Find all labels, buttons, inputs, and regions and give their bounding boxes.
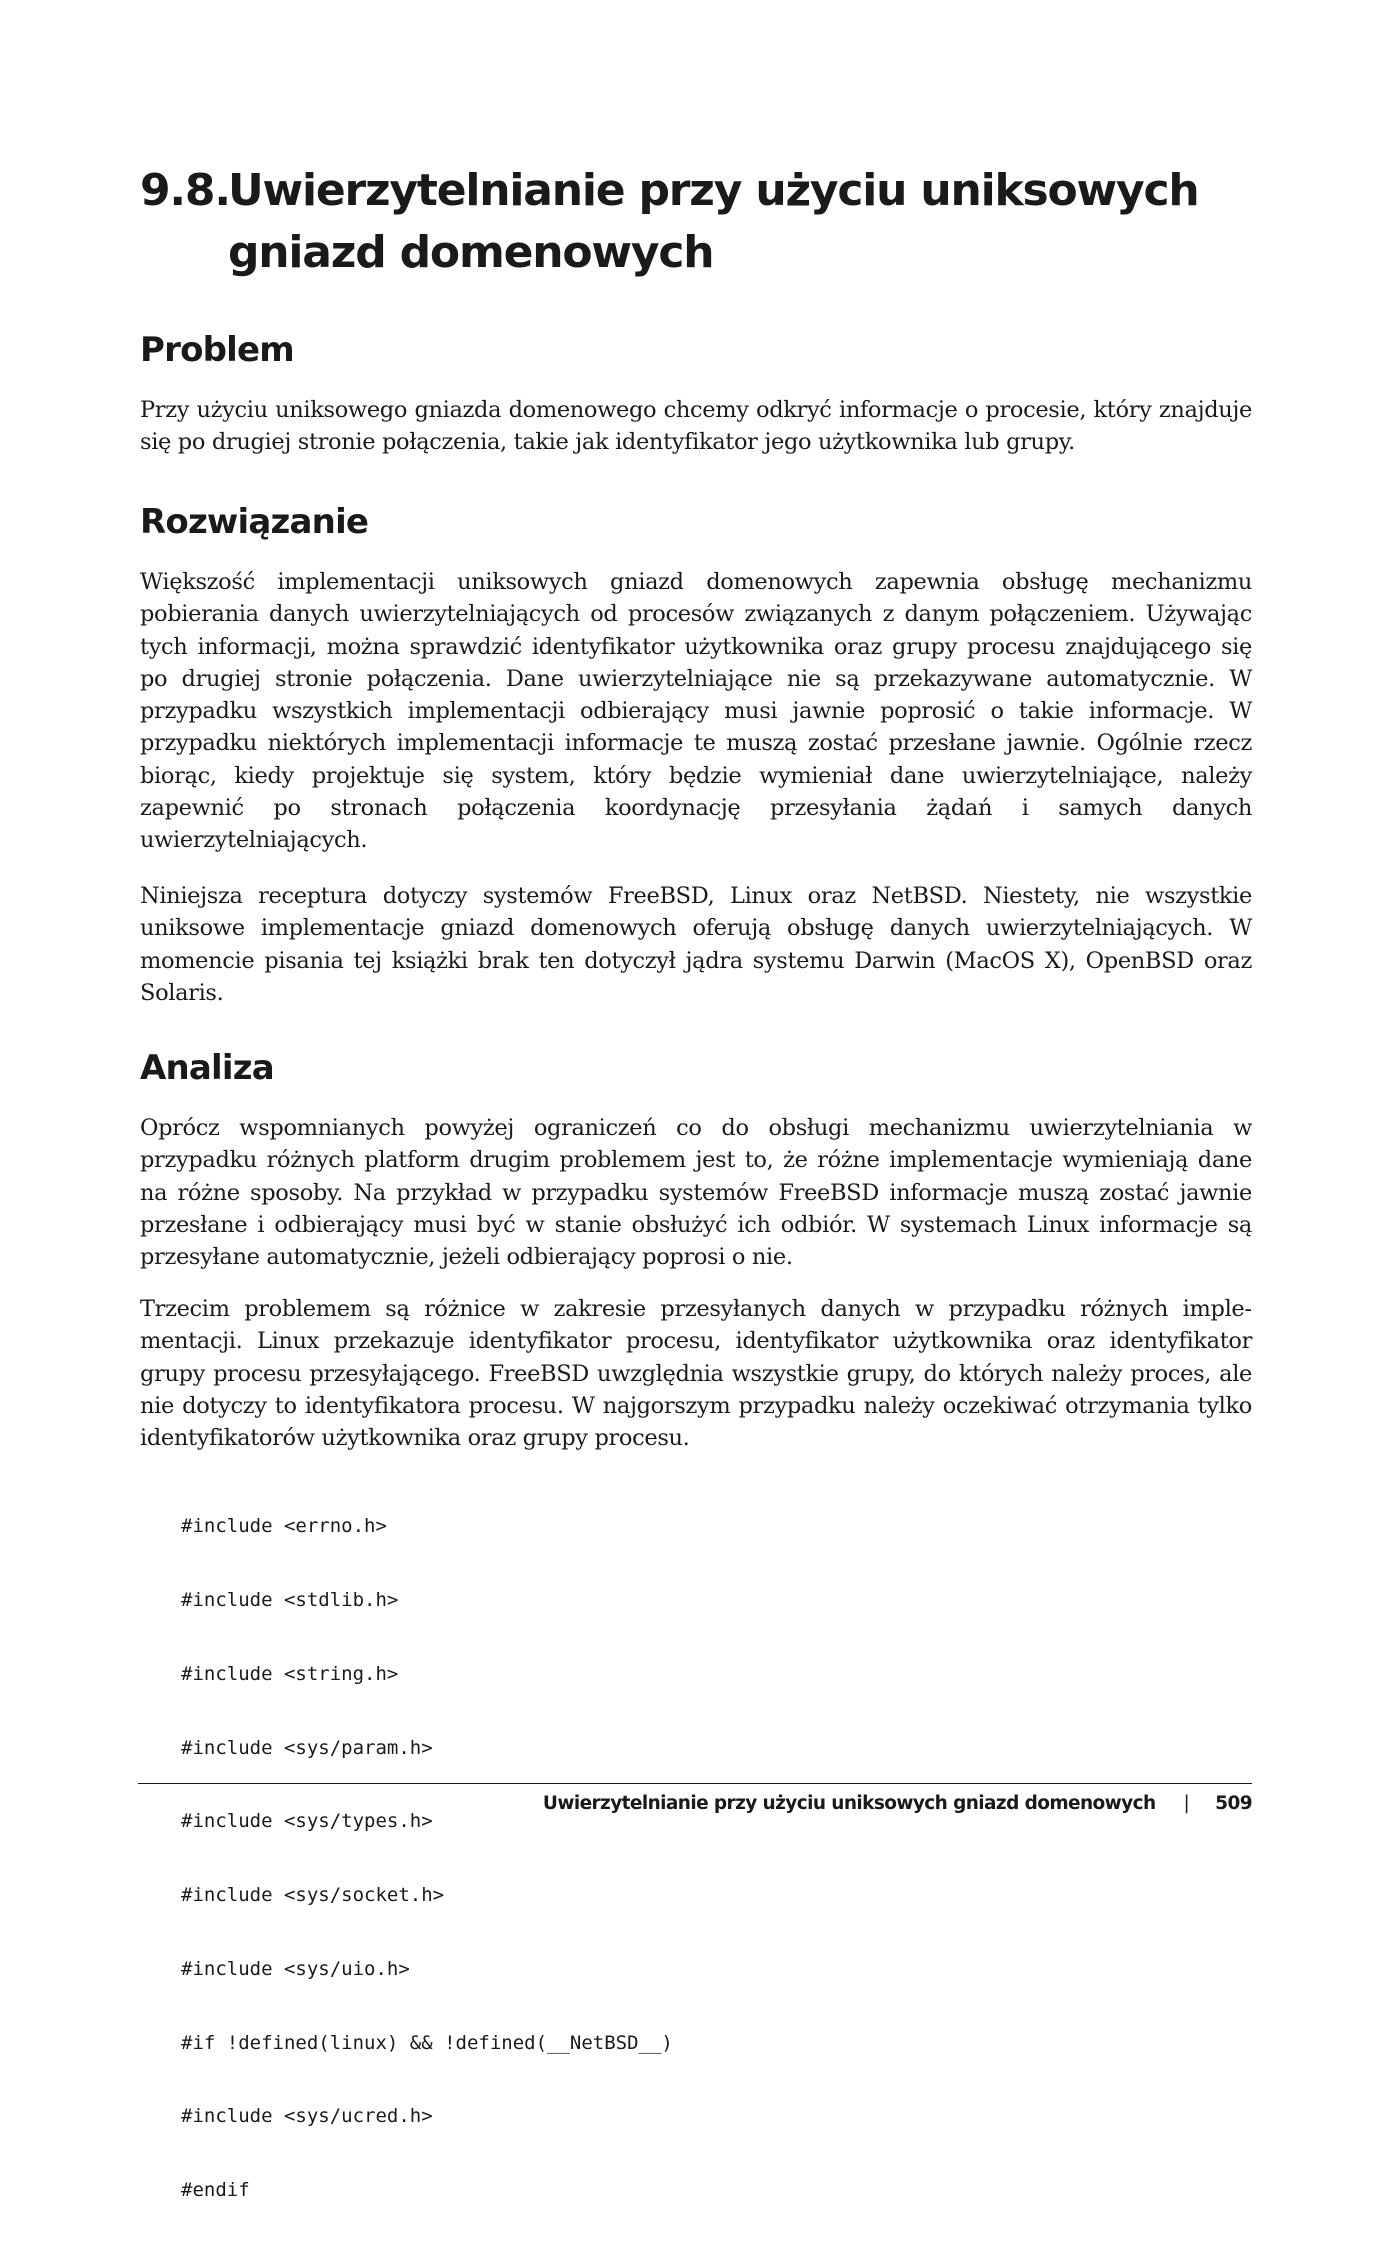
section-title-line1: Uwierzytelnianie przy użyciu uniksowych bbox=[228, 165, 1199, 216]
code-listing bbox=[181, 1465, 673, 2252]
running-title: Uwierzytelnianie przy użyciu uniksowych gniazd domenowych bbox=[542, 1793, 1156, 1814]
problem-paragraph: Przy użyciu uniksowego gniazda domenowego chcemy odkryć informacje o procesie, który znajduje się po drugiej stronie połączenia, takie jak identyfikator jego użytkownika lub grupy. bbox=[140, 397, 1252, 456]
code-line: #include <sys/socket.h> bbox=[181, 1884, 445, 1907]
analysis-heading: Analiza bbox=[140, 1048, 274, 1088]
code-line: #include <errno.h> bbox=[181, 1515, 387, 1538]
code-line: #if !defined(linux) && !defined(__NetBSD__) bbox=[181, 2031, 673, 2054]
code-line: #endif bbox=[181, 2179, 250, 2202]
footer-divider bbox=[138, 1783, 1252, 1784]
analysis-paragraph-1: Oprócz wspomnianych powyżej ograniczeń co do obsługi mechanizmu uwierzytelniania w przypadku różnych platform drugim problemem jest to, że różne implementacje wymieniają dane na różne sposoby. Na przykład w przypadku systemów FreeBSD informacje muszą zostać jawnie przesłane i odbierający musi być w stanie obsłużyć ich odbiór. W systemach Linux informacje są przesyłane automatycznie, jeżeli odbierający poprosi o nie. bbox=[140, 1115, 1252, 1271]
solution-heading: Rozwiązanie bbox=[140, 502, 369, 542]
solution-paragraph-2: Niniejsza receptura dotyczy systemów FreeBSD, Linux oraz NetBSD. Niestety, nie wszystkie uniksowe implementacje gniazd domenowych oferują obsługę danych uwierzytelniających. W momencie pisania tej książki brak ten dotyczył jądra systemu Darwin (MacOS X), OpenBSD oraz Solaris. bbox=[140, 883, 1252, 1006]
code-line: #include <sys/param.h> bbox=[181, 1736, 433, 1759]
code-line: #include <sys/uio.h> bbox=[181, 1957, 410, 1980]
code-line: #include <sys/ucred.h> bbox=[181, 2105, 433, 2128]
analysis-paragraph-2: Trzecim problemem są różnice w zakresie przesyłanych danych w przypadku różnych implementacji. Linux przekazuje identyfikator procesu, identyfikator użytkownika oraz identyfikator grupy procesu przesyłającego. FreeBSD uwzględnia wszystkie grupy, do których należy proces, ale nie dotyczy to identyfikatora procesu. W najgorszym przypadku należy oczekiwać otrzymania tylko identyfikatorów użytkownika oraz grupy procesu. bbox=[140, 1296, 1252, 1452]
code-line: #include <sys/types.h> bbox=[181, 1810, 433, 1833]
page-footer bbox=[543, 1790, 1252, 1818]
section-title bbox=[140, 160, 1260, 284]
code-line: #include <stdlib.h> bbox=[181, 1588, 399, 1611]
footer-separator: | bbox=[1183, 1793, 1190, 1814]
problem-heading: Problem bbox=[140, 330, 294, 370]
section-number: 9.8. bbox=[140, 165, 230, 216]
solution-paragraph-1: Większość implementacji uniksowych gniazd domenowych zapewnia obsługę mechanizmu pobierania danych uwierzytelniających od procesów związanych z danym połączeniem. Używając tych informacji, można sprawdzić identyfikator użytkownika oraz grupy procesu znajdującego się po drugiej stronie połączenia. Dane uwierzytelniające nie są przekazywane automatycznie. W przypadku wszystkich implementacji odbierający musi jawnie poprosić o takie informacje. W przypadku niektórych implementacji informacje te muszą zostać przesłane jawnie. Ogólnie rzecz biorąc, kiedy projektuje się system, który będzie wymieniał dane uwierzytelniające, należy zapewnić po stronach połączenia koordynację przesyłania żądań i samych danych uwierzytelniających. bbox=[140, 569, 1252, 854]
section-title-line2: gniazd domenowych bbox=[228, 227, 714, 278]
code-line: #include <string.h> bbox=[181, 1662, 399, 1685]
page-number: 509 bbox=[1215, 1793, 1252, 1814]
